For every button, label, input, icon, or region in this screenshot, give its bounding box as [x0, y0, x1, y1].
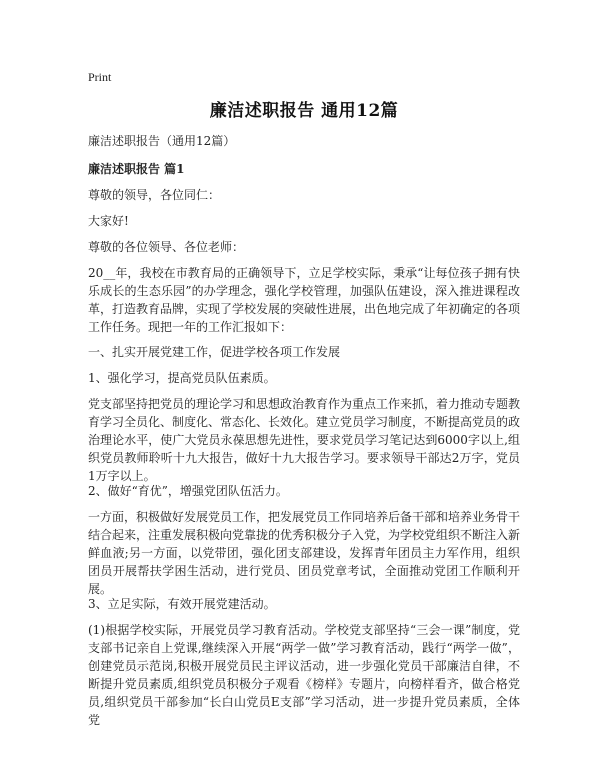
- paragraph-intro: 20__年，我校在市教育局的正确领导下，立足学校实际，秉承“让每位孩子拥有快乐成长的生态乐园”的办学理念，强化学校管理，加强队伍建设，深入推进课程改革，打造教育品牌，实现了学校发展的突破性进展，出色地完成了年初确定的各项工作任务。现把一年的工作汇报如下：: [88, 266, 521, 334]
- paragraph-item-3: (1)根据学校实际，开展党员学习教育活动。学校党支部坚持“三会一课”制度，党支部书记亲自上党课,继续深入开展“两学一做”学习教育活动，践行“两学一做”，创建党员示范岗,积极开展党员民主评议活动，进一步强化党员干部廉洁自律，不断提升党员素质,组织党员积极分子观看《榜样》专题片，向榜样看齐，做合格党员,组织党员干部参加“长白山党员E支部”学习活动，进一步提升党员素质，全体党: [88, 623, 520, 727]
- section-heading: 廉洁述职报告 篇1: [88, 162, 185, 176]
- paragraph-item-2: 一方面，积极做好发展党员工作，把发展党员工作同培养后备干部和培养业务骨干结合起来，注重发展积极向党靠拢的优秀积极分子入党，为学校党组织不断注入新鲜血液;另一方面，以党带团，强化团支部建设，发挥青年团员主力军作用，组织团员开展帮扶学困生活动，进行党员、团员党章考试，全面推动党团工作顺利开展。: [88, 510, 521, 596]
- heading-item-2: 2、做好“育优”，增强党团队伍活力。: [88, 484, 288, 498]
- print-label: Print: [88, 70, 112, 84]
- heading-item-1: 1、强化学习，提高党员队伍素质。: [88, 371, 276, 385]
- document-title: 廉洁述职报告 通用12篇: [209, 101, 399, 121]
- paragraph-greeting-3: 尊敬的各位领导、各位老师：: [88, 240, 245, 254]
- heading-item-3: 3、立足实际，有效开展党建活动。: [88, 597, 276, 611]
- paragraph-greeting-2: 大家好!: [88, 214, 129, 228]
- heading-part-1: 一、扎实开展党建工作，促进学校各项工作发展: [88, 345, 341, 359]
- document-subtitle: 廉洁述职报告（通用12篇）: [88, 134, 236, 148]
- paragraph-greeting-1: 尊敬的领导，各位同仁：: [88, 188, 221, 202]
- paragraph-item-1: 党支部坚持把党员的理论学习和思想政治教育作为重点工作来抓，着力推动专题教育学习全员化、制度化、常态化、长效化。建立党员学习制度，不断提高党员的政治理论水平，使广大党员永葆思想先进性，要求党员学习笔记达到6000字以上,组织党员教师聆听十九大报告，做好十九大报告学习。要求领导干部达2万字，党员1万字以上。: [88, 397, 521, 483]
